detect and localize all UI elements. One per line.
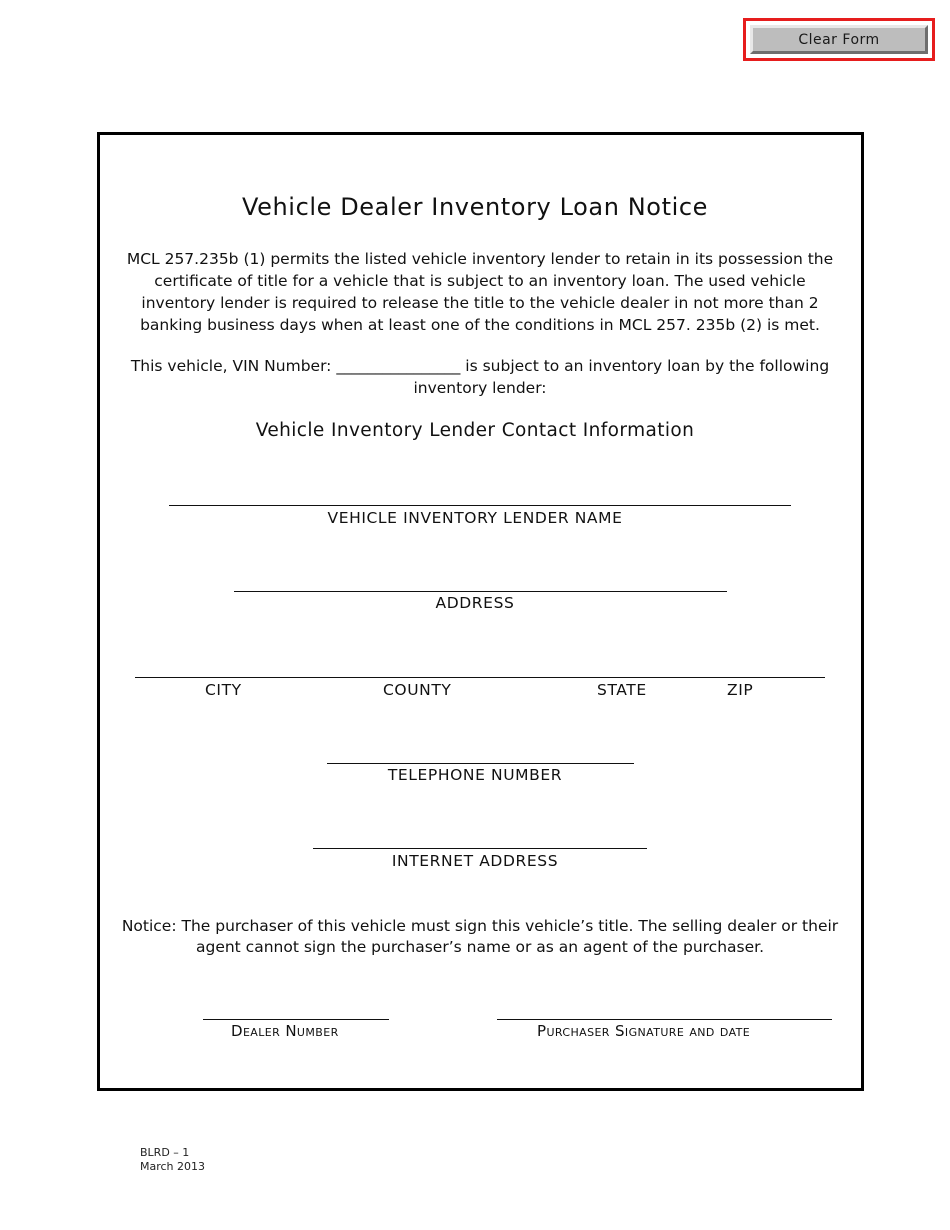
internet-address-label: INTERNET ADDRESS (391, 852, 559, 870)
state-label: STATE (597, 681, 647, 699)
intro-paragraph: MCL 257.235b (1) permits the listed vehicle inventory lender to retain in its possession the certificate of title for a vehicle that is subject to an inventory loan. The used vehicle inventory lender is required to release the title to the vehicle dealer in not more than 2 banking business days when at least one of the conditions in MCL 257. 235b (2) is met. (126, 250, 834, 334)
lender-name-input[interactable] (169, 505, 791, 506)
telephone-label: TELEPHONE NUMBER (387, 766, 563, 784)
dealer-number-label: Dealer Number (231, 1022, 339, 1040)
city-county-state-zip-input[interactable] (135, 677, 825, 678)
vin-statement (117, 355, 843, 399)
vin-field[interactable]: ________________ (336, 357, 461, 375)
purchaser-notice: Notice: The purchaser of this vehicle must sign this vehicle’s title. The selling dealer or their agent cannot sign the purchaser’s name or as an agent of the purchaser. (121, 917, 839, 956)
vin-prefix: This vehicle, VIN Number: (130, 357, 332, 375)
form-title: Vehicle Dealer Inventory Loan Notice (241, 193, 709, 221)
zip-label: ZIP (727, 681, 754, 699)
address-input[interactable] (234, 591, 727, 592)
county-label: COUNTY (383, 681, 452, 699)
vin-suffix: is subject to an inventory loan by the following inventory lender: (413, 357, 830, 397)
section-subtitle: Vehicle Inventory Lender Contact Information (255, 420, 695, 441)
form-code: BLRD – 1 (140, 1146, 190, 1159)
internet-address-input[interactable] (313, 848, 647, 849)
clear-form-button[interactable]: Clear Form (750, 25, 928, 54)
purchaser-signature-input[interactable] (497, 1019, 832, 1020)
clear-form-button-frame (743, 18, 935, 61)
form-date: March 2013 (140, 1160, 206, 1173)
dealer-number-input[interactable] (203, 1019, 389, 1020)
telephone-input[interactable] (327, 763, 634, 764)
purchaser-signature-label: Purchaser Signature and date (537, 1022, 751, 1040)
address-label: ADDRESS (435, 594, 515, 612)
city-label: CITY (205, 681, 242, 699)
lender-name-label: VEHICLE INVENTORY LENDER NAME (327, 509, 623, 527)
